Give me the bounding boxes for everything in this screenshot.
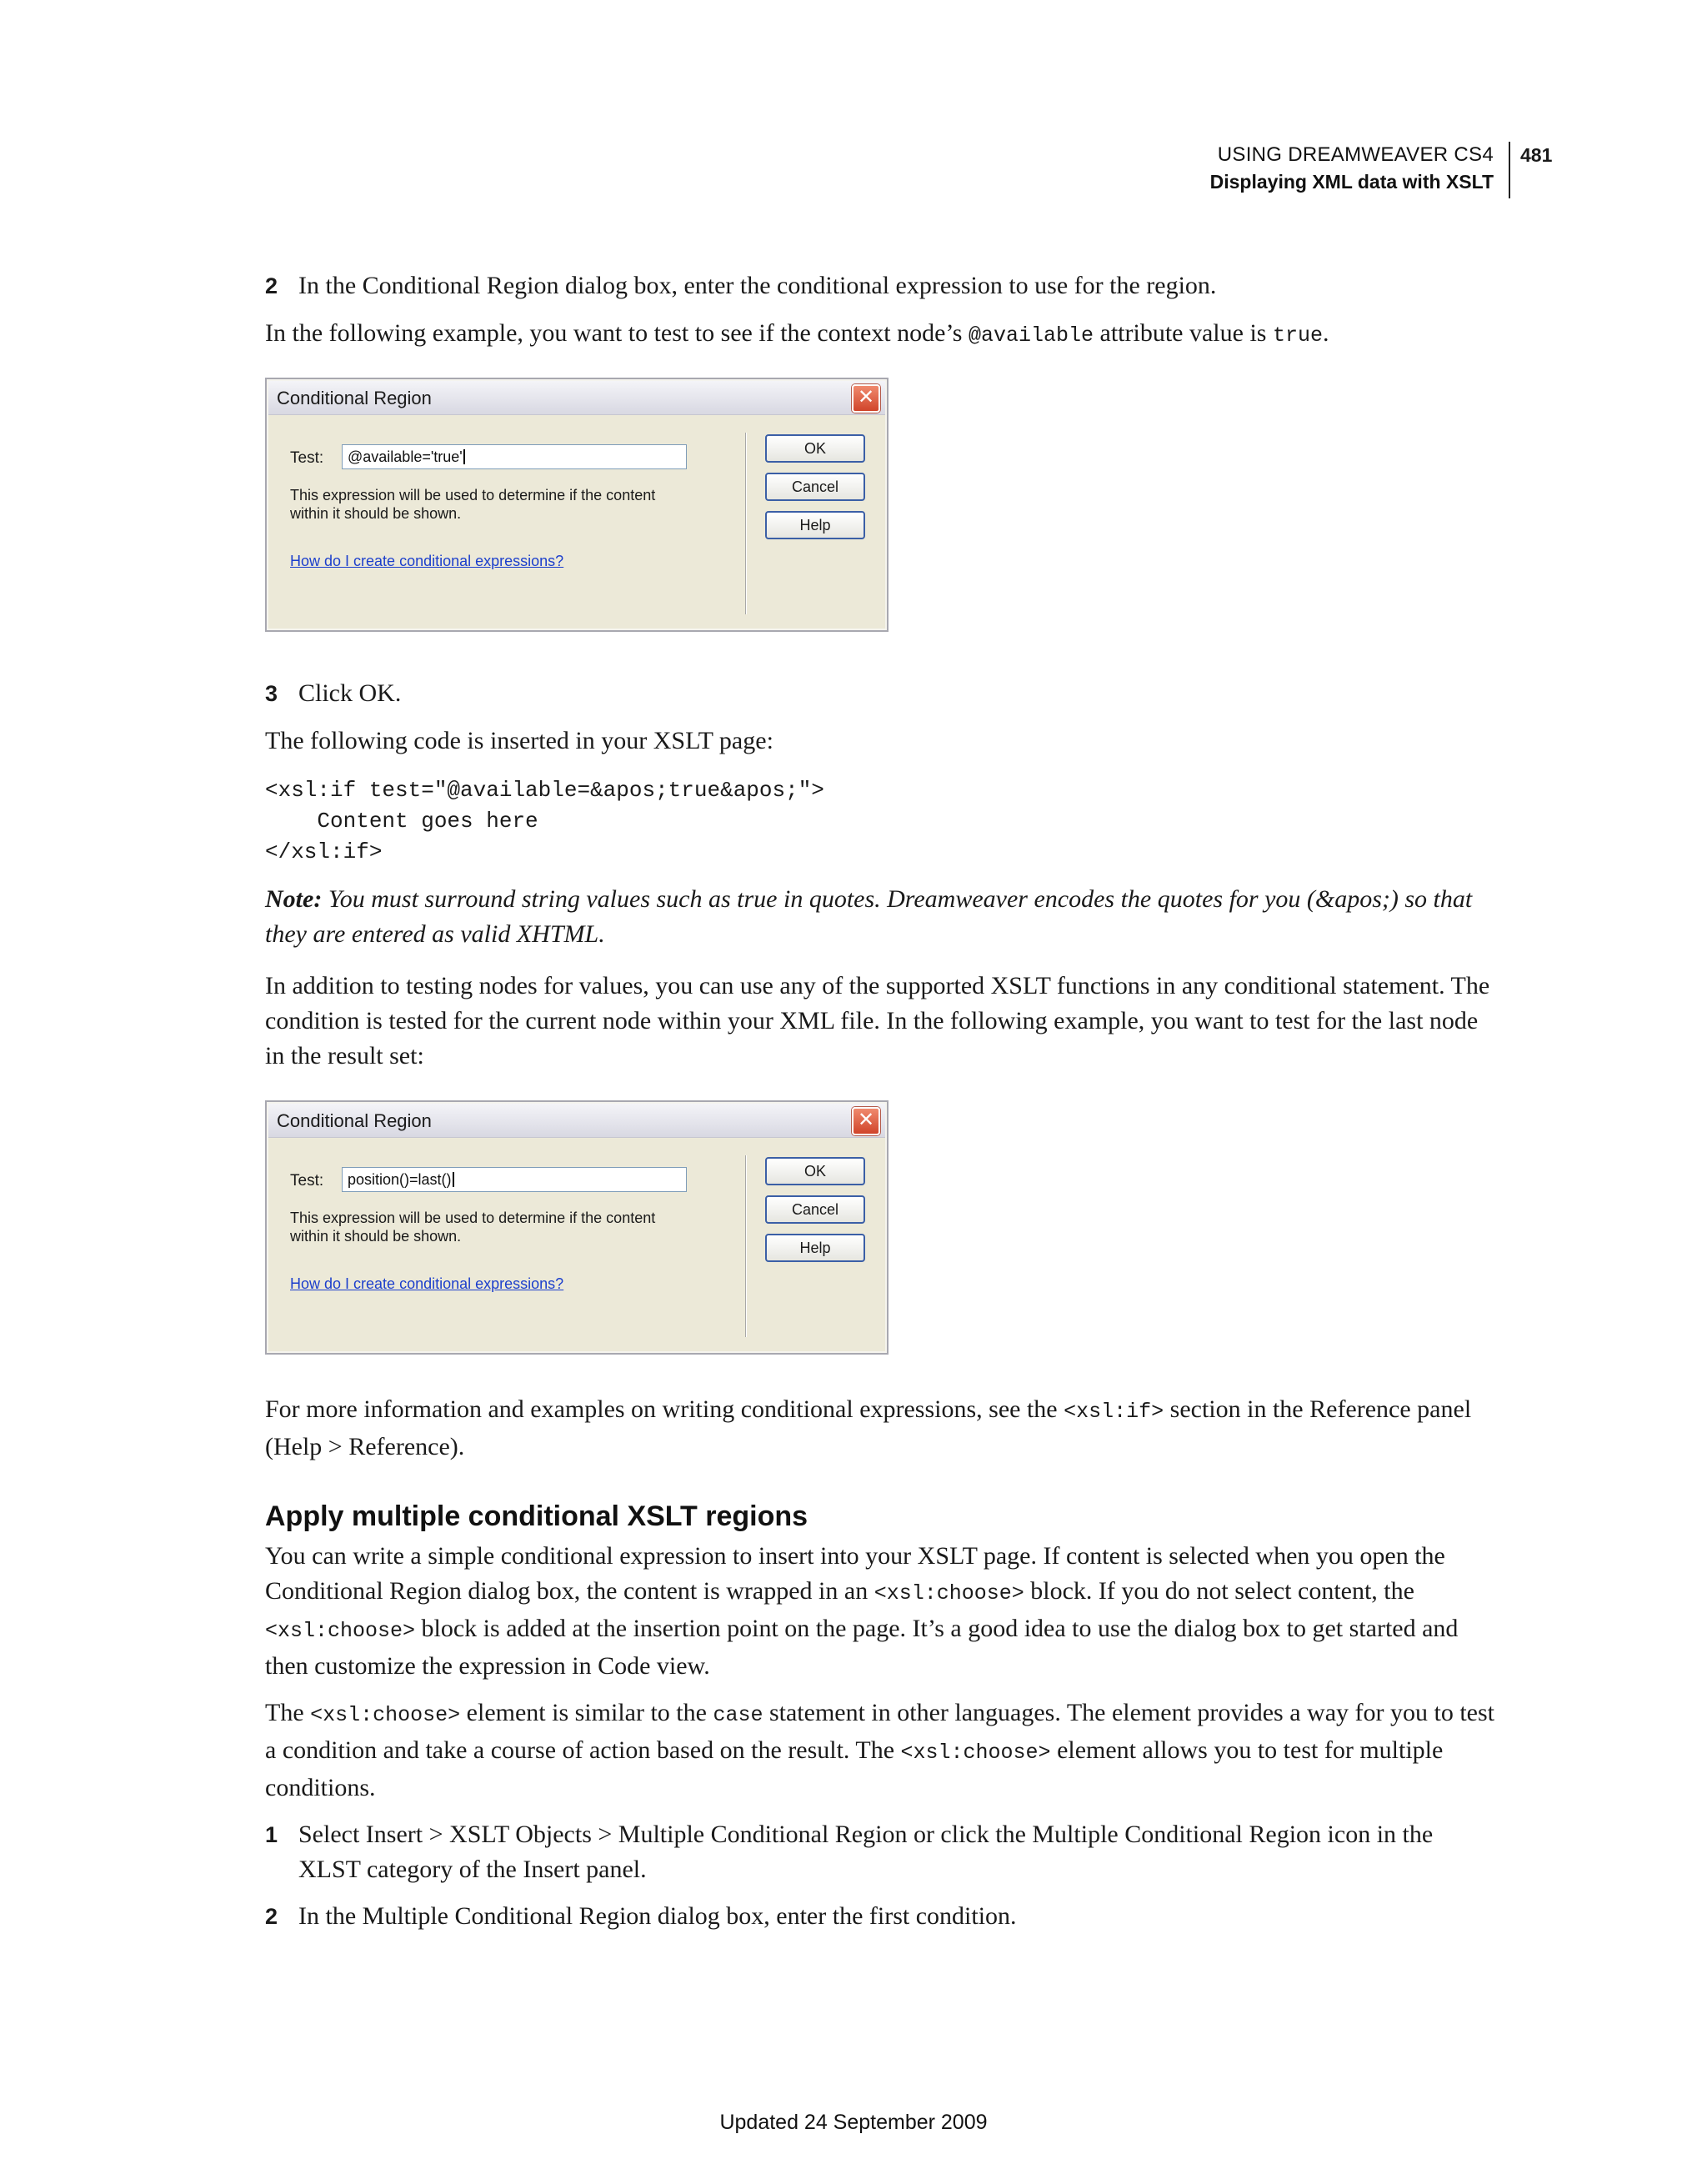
step-number: 2	[265, 1904, 278, 1929]
text-run: element is similar to the	[460, 1699, 713, 1726]
running-header	[1210, 142, 1510, 198]
step-number: 1	[265, 1822, 278, 1847]
step-number: 2	[265, 273, 278, 298]
text-run: element allows you to test for multiple conditions.	[265, 1736, 1444, 1801]
test-label: Test:	[290, 1172, 324, 1190]
text-run: You can write a simple conditional expression to insert into your XSLT page. If content is selected when you open the Conditional Region dialog box, the content is wrapped in an	[265, 1542, 1445, 1605]
text-caret	[453, 1172, 454, 1187]
text-run: attribute value is	[1094, 319, 1273, 347]
multi-step-1	[265, 1817, 1499, 1887]
dialog-separator	[745, 1155, 746, 1337]
inline-code: @available	[968, 323, 1094, 348]
conditional-region-dialog-2	[265, 1100, 889, 1355]
ok-button[interactable]: OK	[765, 434, 865, 463]
text-run: block. If you do not select content, the	[1024, 1577, 1414, 1605]
test-input-value: @available='true'	[348, 448, 463, 465]
note-text: You must surround string values such as true in quotes. Dreamweaver encodes the quotes for you (&apos;) so that they are entered as valid XHTML.	[265, 885, 1473, 948]
header-title: USING DREAMWEAVER CS4	[1217, 143, 1494, 166]
conditional-region-dialog-1	[265, 378, 889, 632]
close-icon[interactable]: ✕	[852, 1107, 880, 1135]
dialog-separator	[745, 433, 746, 614]
multi-paragraph-1	[265, 1539, 1499, 1684]
dialog-titlebar	[268, 381, 885, 415]
dialog-title: Conditional Region	[277, 1110, 432, 1131]
multi-paragraph-2	[265, 1696, 1499, 1806]
test-label: Test:	[290, 449, 324, 467]
test-input-value: position()=last()	[348, 1171, 452, 1188]
ok-button[interactable]: OK	[765, 1157, 865, 1185]
test-input[interactable]	[342, 1167, 687, 1192]
dialog-description: This expression will be used to determine if the content within it should be shown.	[290, 487, 656, 522]
note	[265, 882, 1499, 952]
inline-code: <xsl:choose>	[874, 1581, 1024, 1605]
inline-code: <xsl:choose>	[900, 1741, 1051, 1765]
code-block: <xsl:if test="@available=&apos;true&apos;"> Content goes here </xsl:if>	[265, 778, 824, 864]
text-run: section in the Reference panel (Help > Reference).	[265, 1395, 1472, 1460]
help-button[interactable]: Help	[765, 511, 865, 539]
cancel-button[interactable]: Cancel	[765, 473, 865, 501]
help-link[interactable]: How do I create conditional expressions?	[290, 553, 564, 569]
page-footer: Updated 24 September 2009	[719, 2111, 988, 2134]
help-button[interactable]: Help	[765, 1234, 865, 1262]
step-3	[265, 676, 1499, 711]
inline-code: <xsl:choose>	[265, 1619, 416, 1643]
dialog-titlebar	[268, 1104, 885, 1138]
text-caret	[463, 449, 465, 464]
text-run: block is added at the insertion point on the page. It’s a good idea to use the dialog box to get started and then customize the expression in Code view.	[265, 1615, 1459, 1680]
step-2	[265, 268, 1499, 303]
section-heading: Apply multiple conditional XSLT regions	[265, 1500, 808, 1532]
more-info-paragraph	[265, 1392, 1499, 1465]
text-run: statement in other languages. The element provides a way for you to test a condition and take a course of action based on the result. The	[265, 1699, 1494, 1764]
multi-step-2	[265, 1899, 1499, 1934]
step-text: In the Multiple Conditional Region dialog box, enter the first condition.	[298, 1902, 1017, 1930]
inline-code: true	[1272, 323, 1323, 348]
inline-code: case	[713, 1703, 763, 1727]
step-number: 3	[265, 681, 278, 706]
text-run: In the following example, you want to test to see if the context node’s	[265, 319, 969, 347]
text-run: .	[1322, 319, 1329, 347]
note-label: Note:	[265, 885, 323, 913]
example-intro-1	[265, 316, 1499, 353]
page-number: 481	[1520, 144, 1553, 166]
step-text: In the Conditional Region dialog box, enter the conditional expression to use for the region.	[298, 272, 1217, 299]
inline-code: <xsl:if>	[1064, 1400, 1164, 1424]
cancel-button[interactable]: Cancel	[765, 1195, 865, 1224]
step-text: Select Insert > XSLT Objects > Multiple Conditional Region or click the Multiple Conditional Region icon in the XLST category of the Insert panel.	[298, 1821, 1434, 1883]
text-run: For more information and examples on writing conditional expressions, see the	[265, 1395, 1064, 1423]
help-link[interactable]: How do I create conditional expressions?	[290, 1275, 564, 1292]
step-text: Click OK.	[298, 679, 402, 707]
dialog-title: Conditional Region	[277, 388, 432, 408]
text-run: The	[265, 1699, 311, 1726]
addition-paragraph: In addition to testing nodes for values, you can use any of the supported XSLT functions in any conditional statement. The condition is tested for the current node within your XML file. In the following example, you want to test for the last node in the result set:	[265, 972, 1490, 1069]
header-section: Displaying XML data with XSLT	[1209, 171, 1494, 193]
inserted-intro: The following code is inserted in your XSLT page:	[265, 727, 773, 754]
close-icon[interactable]: ✕	[852, 384, 880, 413]
dialog-description: This expression will be used to determine if the content within it should be shown.	[290, 1210, 656, 1245]
test-input[interactable]	[342, 444, 687, 469]
inline-code: <xsl:choose>	[310, 1703, 461, 1727]
